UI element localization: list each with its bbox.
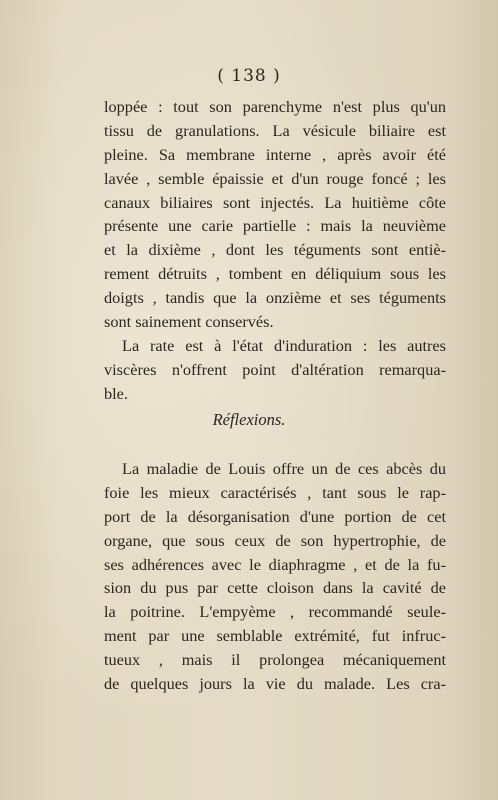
- text-line: organe, que sous ceux de son hypertrophie, de: [104, 530, 446, 550]
- text-line: sion du pus par cette cloison dans la cavité de: [104, 578, 446, 598]
- paragraph-reflexions: [104, 457, 446, 696]
- text-line: la poitrine. L'empyème , recommandé seule-: [104, 602, 446, 622]
- text-line: lavée , semble épaissie et d'un rouge foncé ; les: [104, 168, 446, 188]
- section-heading: Réflexions.: [212, 410, 286, 429]
- text-line: présente une carie partielle : mais la neuvième: [104, 216, 446, 236]
- text-line: ment par une semblable extrémité, fut infruc-: [104, 626, 446, 646]
- text-line: port de la désorganisation d'une portion de cet: [104, 506, 446, 526]
- text-line: pleine. Sa membrane interne , après avoir été: [104, 144, 446, 164]
- paragraph-autopsy: [104, 95, 446, 406]
- text-line: La maladie de Louis offre un de ces abcès du: [122, 459, 446, 478]
- text-line: loppée : tout son parenchyme n'est plus qu'un: [104, 97, 446, 116]
- text-line: tissu de granulations. La vésicule biliaire est: [104, 120, 446, 140]
- text-line: et la dixième , dont les téguments sont entiè-: [104, 240, 446, 260]
- page-number: ( 138 ): [217, 66, 281, 86]
- text-line: La rate est à l'état d'induration : les autres: [122, 335, 446, 355]
- text-line: viscères n'offrent point d'altération remarqua-: [104, 359, 446, 379]
- text-line: tueux , mais il prolongea mécaniquement: [104, 650, 446, 670]
- text-line: rement détruits , tombent en déliquium sous les: [104, 264, 446, 284]
- text-line: canaux biliaires sont injectés. La huitième côte: [104, 192, 446, 212]
- text-line: de quelques jours la vie du malade. Les cra-: [104, 674, 446, 694]
- text-line: ble.: [104, 383, 128, 403]
- text-line: sont sainement conservés.: [104, 312, 274, 332]
- text-line: ses adhérences avec le diaphragme , et de la fu-: [104, 554, 446, 574]
- text-line: doigts , tandis que la onzième et ses téguments: [104, 288, 446, 308]
- text-line: foie les mieux caractérisés , tant sous le rap-: [104, 482, 446, 502]
